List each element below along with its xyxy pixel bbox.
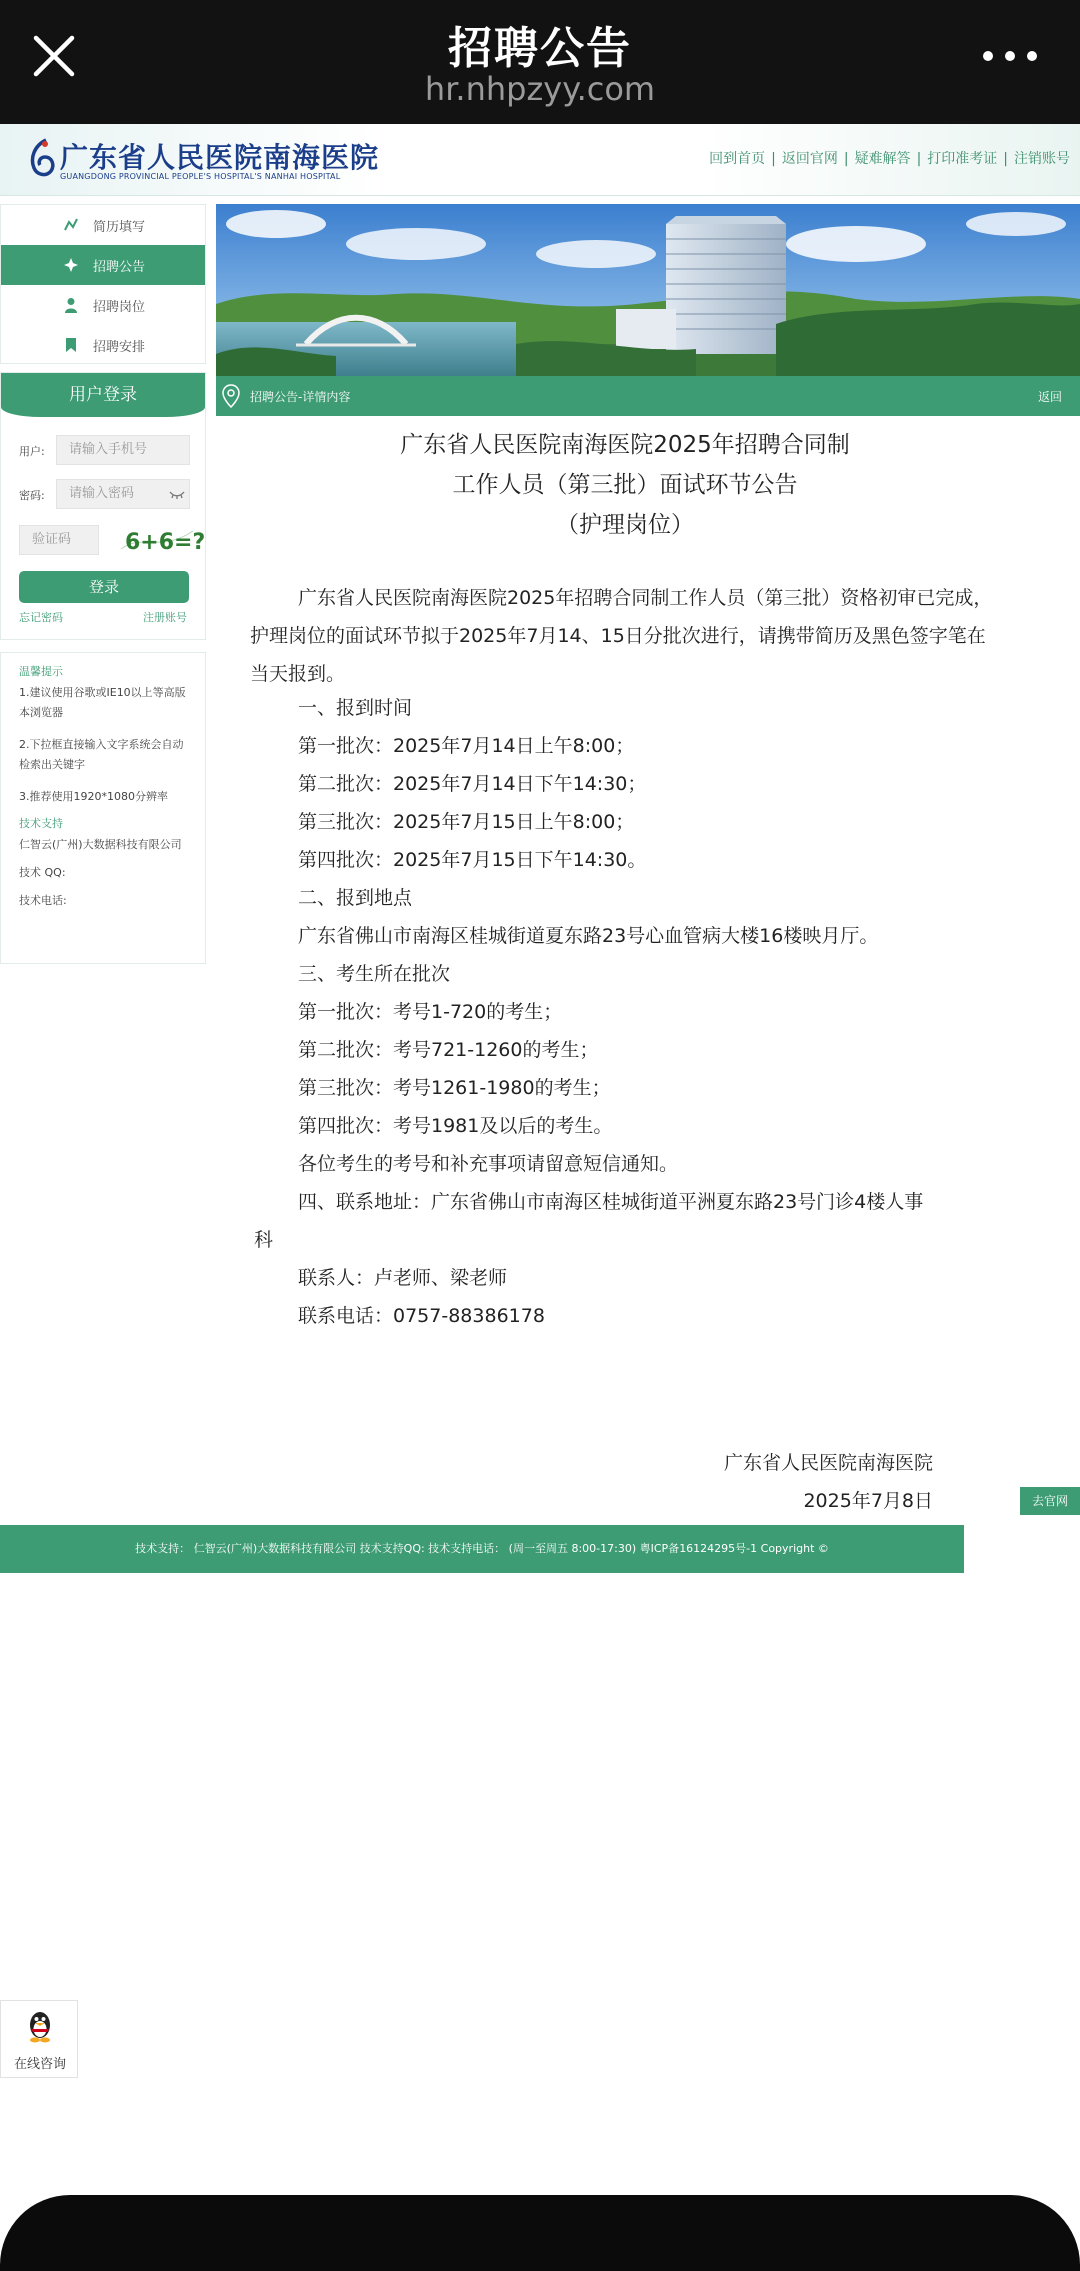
login-button[interactable]: 登录 xyxy=(19,571,189,603)
nav-print-ticket[interactable]: 打印准考证 xyxy=(927,151,998,167)
nav-logout[interactable]: 注销账号 xyxy=(1014,151,1070,167)
sidebar-item-announcement[interactable]: 招聘公告 xyxy=(1,245,205,285)
support-company: 仁智云(广州)大数据科技有限公司 xyxy=(19,838,182,851)
hospital-logo[interactable] xyxy=(26,134,380,186)
breadcrumb xyxy=(216,376,1080,416)
announcement-icon xyxy=(63,257,79,273)
contact-person: 联系人：卢老师、梁老师 xyxy=(298,1267,508,1289)
nav-home[interactable]: 回到首页 xyxy=(709,151,766,167)
nav-official-site[interactable]: 返回官网 xyxy=(781,151,838,167)
captcha-image[interactable] xyxy=(121,523,206,557)
captcha-input[interactable]: 验证码 xyxy=(19,525,99,555)
contact-address: 四、联系地址：广东省佛山市南海区桂城街道平洲夏东路23号门诊4楼人事 xyxy=(298,1191,924,1213)
support-title: 技术支持 xyxy=(19,817,63,830)
signature-date: 2025年7月8日 xyxy=(803,1490,933,1512)
article-title-line: 工作人员（第三批）面试环节公告 xyxy=(452,472,798,498)
site-footer: 技术支持： 仁智云(广州)大数据科技有限公司 技术支持QQ: 技术支持电话： (周一至周五 8:00-17:30) 粤ICP备16124295号-1 Copyright © xyxy=(0,1525,964,1573)
article-line: 广东省佛山市南海区桂城街道夏东路23号心血管病大楼16楼映月厅。 xyxy=(298,925,879,947)
person-icon xyxy=(63,297,79,313)
logo-subtext: GUANGDONG PROVINCIAL PEOPLE'S HOSPITAL'S NANHAI HOSPITAL xyxy=(60,172,341,181)
qq-penguin-icon xyxy=(25,2009,55,2043)
bookmark-icon xyxy=(63,337,79,353)
forgot-password-link[interactable]: 忘记密码 xyxy=(19,611,63,624)
article-line: 第一批次：考号1-720的考生； xyxy=(298,1001,563,1023)
signature-org: 广东省人民医院南海医院 xyxy=(723,1452,933,1474)
login-title: 用户登录 xyxy=(1,373,205,417)
bottom-screen-edge xyxy=(0,2195,1080,2271)
location-pin-icon xyxy=(222,384,240,408)
password-label: 密码: xyxy=(19,489,45,502)
article-line: 第二批次：2025年7月14日下午14:30； xyxy=(298,773,647,795)
breadcrumb-path[interactable]: 招聘公告-详情内容 xyxy=(250,390,351,404)
sidebar-item-resume[interactable]: 简历填写 xyxy=(1,205,205,245)
logo-text: 广东省人民医院南海医院 xyxy=(60,141,380,174)
article-line: 第四批次：考号1981及以后的考生。 xyxy=(298,1115,613,1137)
go-official-button[interactable]: 去官网 xyxy=(1020,1487,1080,1515)
contact-phone: 联系电话：0757-88386178 xyxy=(298,1305,545,1327)
article-line: 三、考生所在批次 xyxy=(298,963,451,985)
tip-item: 1.建议使用谷歌或IE10以上等高版本浏览器 xyxy=(19,686,186,719)
nav-faq[interactable]: 疑难解答 xyxy=(854,151,911,167)
article-line: 第一批次：2025年7月14日上午8:00； xyxy=(298,735,635,757)
site-header xyxy=(0,124,1080,196)
tip-item: 3.推荐使用1920*1080分辨率 xyxy=(19,790,168,803)
article-line: 一、报到时间 xyxy=(298,697,413,719)
article-intro: 广东省人民医院南海医院2025年招聘合同制工作人员（第三批）资格初审已完成，护理岗位的面试环节拟于2025年7月14、15日分批次进行，请携带简历及黑色签字笔在当天报到。 xyxy=(250,587,993,685)
phone-input[interactable]: 请输入手机号 xyxy=(56,435,190,465)
tips-panel xyxy=(0,652,206,964)
support-phone: 技术电话: xyxy=(19,894,67,907)
edit-icon xyxy=(63,217,79,233)
page-url: hr.nhpzyy.com xyxy=(424,70,656,108)
article-title-line: （护理岗位） xyxy=(556,512,694,538)
logo-mark-icon xyxy=(26,138,56,178)
contact-address-cont: 科 xyxy=(254,1229,274,1251)
tip-item: 2.下拉框直接输入文字系统会自动检索出关键字 xyxy=(19,738,184,771)
article-line: 各位考生的考号和补充事项请留意短信通知。 xyxy=(298,1153,679,1175)
article-line: 第三批次：考号1261-1980的考生； xyxy=(298,1077,611,1099)
support-qq: 技术 QQ: xyxy=(19,866,66,879)
page-title: 招聘公告 xyxy=(448,23,632,74)
article-line: 第四批次：2025年7月15日下午14:30。 xyxy=(298,849,647,871)
article-title-line: 广东省人民医院南海医院2025年招聘合同制 xyxy=(400,432,850,458)
sidebar-item-schedule[interactable]: 招聘安排 xyxy=(1,325,205,365)
article-line: 二、报到地点 xyxy=(298,887,413,909)
sidebar-menu xyxy=(0,204,206,364)
login-panel xyxy=(0,372,206,640)
more-icon[interactable] xyxy=(980,44,1040,68)
eye-closed-icon[interactable] xyxy=(169,489,185,499)
register-link[interactable]: 注册账号 xyxy=(143,611,187,624)
article-line: 第二批次：考号721-1260的考生； xyxy=(298,1039,599,1061)
article-line: 第三批次：2025年7月15日上午8:00； xyxy=(298,811,635,833)
browser-topbar xyxy=(0,0,1080,124)
online-consult-widget[interactable] xyxy=(0,2000,78,2078)
top-navigation: 回到首页 | 返回官网 | 疑难解答 | 打印准考证 | 注销账号 xyxy=(709,151,1070,167)
online-consult-label: 在线咨询 xyxy=(13,2057,66,2072)
captcha-text: 6+6=? xyxy=(125,530,206,555)
hospital-banner-image xyxy=(216,204,1080,376)
tips-title: 温馨提示 xyxy=(19,665,63,678)
sidebar-item-positions[interactable]: 招聘岗位 xyxy=(1,285,205,325)
back-link[interactable]: 返回 xyxy=(1037,390,1062,404)
password-input[interactable]: 请输入密码 xyxy=(56,479,190,509)
user-label: 用户: xyxy=(19,445,45,458)
